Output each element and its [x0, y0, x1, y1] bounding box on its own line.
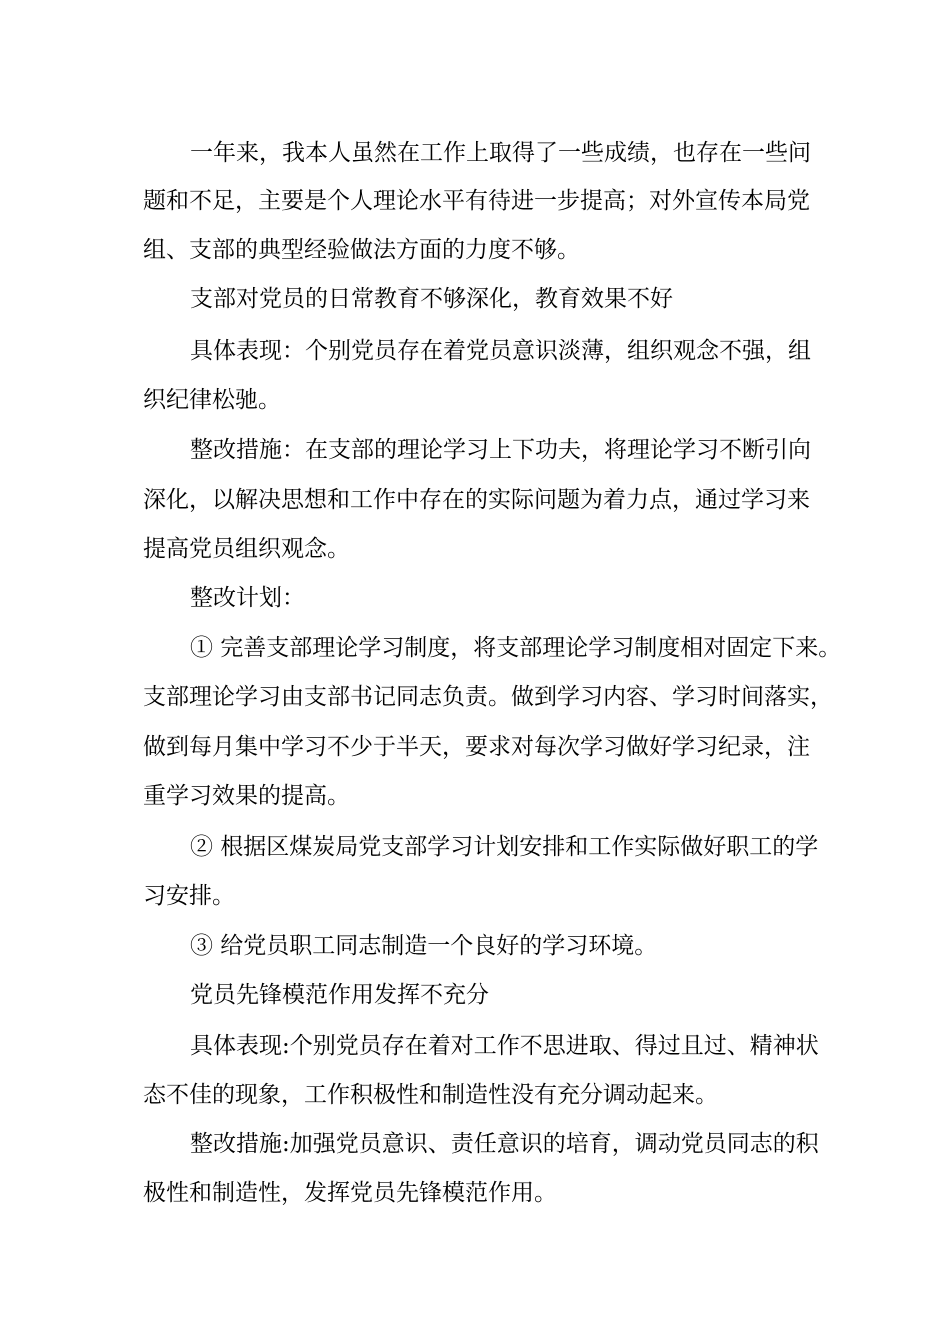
paragraph-line: 具体表现:个别党员存在着对工作不思进取、得过且过、精神状	[190, 1033, 819, 1059]
section-heading: 整改计划：	[190, 585, 305, 611]
paragraph-line: 整改措施：在支部的理论学习上下功夫，将理论学习不断引向	[190, 437, 811, 463]
paragraph-line: 整改措施:加强党员意识、责任意识的培育，调动党员同志的积	[190, 1131, 819, 1157]
paragraph-line: 提高党员组织观念。	[143, 536, 350, 562]
paragraph-line: 组、支部的典型经验做法方面的力度不够。	[143, 237, 580, 263]
section-heading: 支部对党员的日常教育不够深化，教育效果不好	[190, 286, 673, 312]
list-item-line: 做到每月集中学习不少于半天，要求对每次学习做好学习纪录，注	[143, 734, 810, 760]
paragraph-line: 织纪律松驰。	[143, 387, 281, 413]
section-heading: 党员先锋模范作用发挥不充分	[190, 982, 489, 1008]
paragraph-line: 一年来，我本人虽然在工作上取得了一些成绩，也存在一些问	[190, 140, 811, 166]
list-item-line: ① 完善支部理论学习制度，将支部理论学习制度相对固定下来。	[190, 635, 842, 661]
paragraph-line: 极性和制造性，发挥党员先锋模范作用。	[143, 1180, 557, 1206]
list-item-line: ② 根据区煤炭局党支部学习计划安排和工作实际做好职工的学	[190, 834, 819, 860]
paragraph-line: 态不佳的现象，工作积极性和制造性没有充分调动起来。	[143, 1082, 718, 1108]
list-item-line: ③ 给党员职工同志制造一个良好的学习环境。	[190, 933, 658, 959]
list-item-line: 重学习效果的提高。	[143, 783, 350, 809]
list-item-line: 支部理论学习由支部书记同志负责。做到学习内容、学习时间落实，	[143, 684, 833, 710]
list-item-line: 习安排。	[143, 883, 235, 909]
paragraph-line: 题和不足，主要是个人理论水平有待进一步提高；对外宣传本局党	[143, 188, 810, 214]
paragraph-line: 具体表现：个别党员存在着党员意识淡薄，组织观念不强，组	[190, 338, 811, 364]
paragraph-line: 深化，以解决思想和工作中存在的实际问题为着力点，通过学习来	[143, 487, 810, 513]
